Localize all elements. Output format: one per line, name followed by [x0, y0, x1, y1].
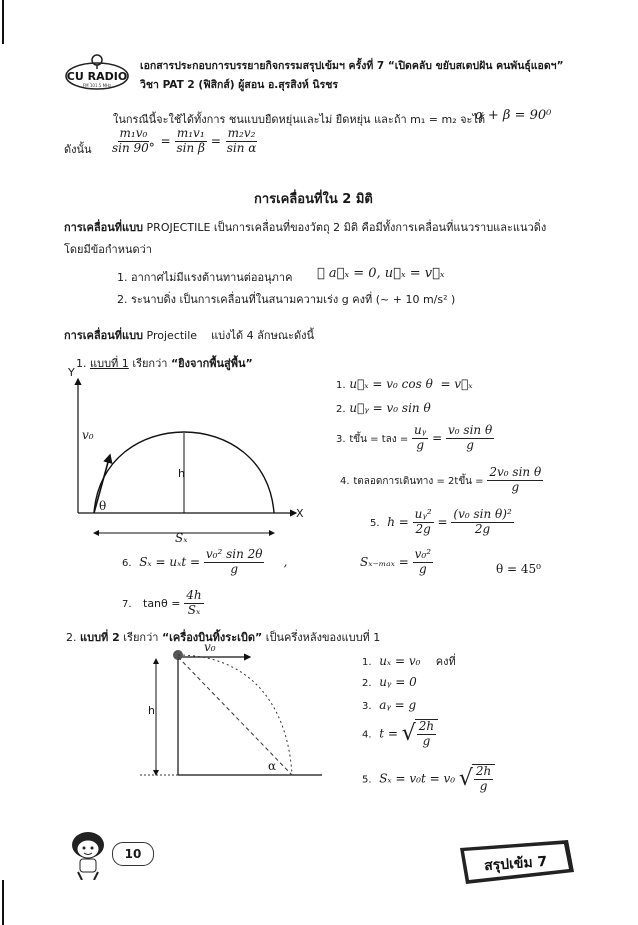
margin-mark-bottom — [2, 880, 4, 925]
projectile-def-line: การเคลื่อนที่แบบ PROJECTILE เป็นการเคลื่อนที่ของวัตถุ 2 มิติ คือมีทั้งการเคลื่อนที่แนวราบและแนวดิ่ง — [64, 221, 547, 234]
rule-2: 2. ระนาบดิ่ง เป็นการเคลื่อนที่ในสนามความเร่ง g คงที่ (~ + 10 m/s² ) — [117, 293, 456, 306]
svg-text:FM 101.5 MHz: FM 101.5 MHz — [82, 83, 112, 88]
diagram2-h-label: h — [148, 704, 155, 717]
event-badge-logo — [456, 838, 578, 888]
diagram1-h-label: h — [178, 467, 185, 480]
rule-1-math: ∴ a⃗ₓ = 0, u⃗ₓ = v⃗ₓ — [317, 266, 445, 281]
type1-eq6b-theta: θ = 45⁰ — [496, 562, 541, 576]
page-number: 10 — [124, 847, 142, 861]
rule-1: 1. อากาศไม่มีแรงต้านทานต่ออนุภาค — [117, 271, 293, 284]
type1-eq3: 3. tขึ้น = tลง = $\frac{\text{uᵧ}}{g}$ = $\frac{\text{v₀ sin θ}}{g}$ — [336, 423, 493, 452]
type1-eq4: 4. tตลอดการเดินทาง = 2tขึ้น = $\frac{\text{2v₀ sin θ}}{g}$ — [340, 465, 542, 494]
cu-radio-logo — [64, 52, 130, 92]
type1-diagram — [66, 365, 316, 565]
intro-line: ในกรณีนี้จะใช้ได้ทั้งการ ชนแบบยืดหยุ่นและไม่ ยืดหยุ่น และถ้า m₁ = m₂ จะได้ — [113, 113, 486, 126]
type2-eq3: 3. aᵧ = g — [362, 698, 417, 712]
diagram1-y-label: Y — [68, 366, 75, 379]
projectile-def-line2: โดยมีข้อกำหนดว่า — [64, 243, 152, 256]
type1-eq5: 5. h = $\frac{\text{uᵧ²}}{2g}$ = $\frac{\text{(v₀ sin θ)²}}{2g}$ — [370, 507, 512, 536]
type1-eq6b: Sₓ₋ₘₐₓ = $\frac{\text{v₀²}}{g}$ — [360, 547, 432, 576]
diagram1-v0-label: v₀ — [82, 428, 94, 442]
type2-eq4: 4. t = √ $\frac{2h}{g}$ — [362, 719, 438, 749]
diagram1-x-label: X — [296, 507, 304, 520]
diagram1-theta-label: θ — [99, 499, 107, 513]
page-number-badge — [112, 842, 154, 866]
type2-diagram — [140, 645, 330, 780]
type2-eq5: 5. Sₓ = v₀t = v₀ √ $\frac{2h}{g}$ — [362, 764, 495, 794]
type2-eq2: 2. uᵧ = 0 — [362, 675, 417, 689]
margin-mark-top — [2, 0, 4, 44]
badge-text: สรุปเข้ม 7 — [483, 853, 548, 875]
type1-heading: 1. แบบที่ 1 เรียกว่า “ยิงจากพื้นสู่พื้น” — [76, 357, 253, 370]
types-heading: การเคลื่อนที่แบบ Projectile แบ่งได้ 4 ลักษณะดังนี้ — [64, 329, 314, 342]
type2-eq1: 1. uₓ = v₀ คงที่ — [362, 654, 456, 668]
type1-eq2: 2. u⃗ᵧ = v₀ sin θ — [336, 401, 431, 415]
diagram2-v0-label: v₀ — [204, 640, 216, 654]
diagram1-sx-label: Sₓ — [175, 531, 188, 545]
type2-heading: 2. แบบที่ 2 เรียกว่า “เครื่องบินทิ้งระเบิด” เป็นครึ่งหลังของแบบที่ 1 — [66, 631, 381, 644]
type1-eq1: 1. u⃗ₓ = v₀ cos θ = v⃗ₓ — [336, 377, 473, 391]
header-line-2: วิชา PAT 2 (ฟิสิกส์) ผู้สอน อ.สุรสิงห์ นิรชร — [140, 79, 338, 91]
intro-therefore: ดังนั้น — [64, 143, 92, 156]
intro-ratio-eq: $\frac{\text{m₁v₀}}{\sin 90^\circ}$ = $\frac{\text{m₁v₁}}{\text{sin β}}$ = $\frac{\text{m₂v₂}}{\text{sin α}}$ — [112, 126, 257, 155]
section-title: การเคลื่อนที่ใน 2 มิติ — [254, 192, 373, 207]
header-line-1: เอกสารประกอบการบรรยายกิจกรรมสรุปเข้มฯ ครั้งที่ 7 “เปิดคลับ ขยับสเตปฝัน คนพันธุ์แอดฯ” — [140, 60, 564, 72]
type1-eq6: 6. Sₓ = uₓt = $\frac{\text{v₀² sin 2θ}}{g}$ , — [122, 547, 288, 576]
intro-angle-eq: α + β = 90⁰ — [475, 108, 552, 123]
diagram2-alpha-label: α — [268, 759, 277, 773]
logo-text: CU RADIO — [66, 70, 128, 83]
type1-eq7: 7. tanθ = $\frac{4h}{\text{Sₓ}}$ — [122, 588, 202, 617]
mascot-icon — [64, 828, 114, 880]
